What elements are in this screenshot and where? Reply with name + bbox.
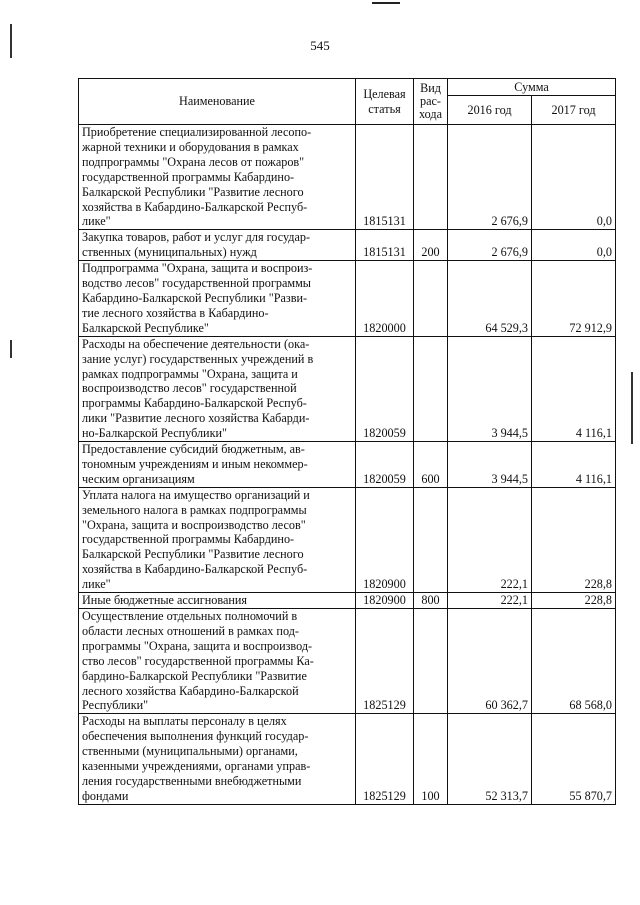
row-2016: 3 944,5 <box>448 442 532 488</box>
row-vid <box>414 487 448 592</box>
row-code: 1820059 <box>356 336 414 441</box>
row-2016: 3 944,5 <box>448 336 532 441</box>
row-code: 1820900 <box>356 593 414 609</box>
row-vid: 100 <box>414 714 448 804</box>
table-row <box>79 593 616 609</box>
row-vid: 800 <box>414 593 448 609</box>
table-row <box>79 487 616 592</box>
row-code: 1825129 <box>356 714 414 804</box>
row-2017: 0,0 <box>532 125 616 230</box>
row-code: 1820000 <box>356 261 414 337</box>
budget-table <box>78 78 616 805</box>
row-2017: 0,0 <box>532 230 616 261</box>
row-code: 1820900 <box>356 487 414 592</box>
header-vid: Вид рас- хода <box>414 79 448 125</box>
row-name: Расходы на выплаты персоналу в целях обеспечения выполнения функций государ- ственными (муниципальными) органами, казенными учреждениями, органами управ- ления государственными внебюджетными фондами <box>79 714 356 804</box>
table-row <box>79 230 616 261</box>
row-vid <box>414 609 448 714</box>
row-2016: 2 676,9 <box>448 125 532 230</box>
row-vid <box>414 125 448 230</box>
header-year-2016: 2016 год <box>448 96 532 125</box>
row-2017: 228,8 <box>532 593 616 609</box>
row-2017: 55 870,7 <box>532 714 616 804</box>
scan-mark-top <box>372 2 400 4</box>
row-name: Расходы на обеспечение деятельности (ока- зание услуг) государственных учреждений в рамках подпрограммы "Охрана, защита и воспроизводство лесов" государственной программы Кабардино-Балкарской Респуб- лики "Развитие лесного хозяйства Кабарди- но-Балкарской Республики" <box>79 336 356 441</box>
row-name: Приобретение специализированной лесопо- жарной техники и оборудования в рамках подпрограммы "Охрана лесов от пожаров" государственной программы Кабардино- Балкарской Республики "Развитие лесного хозяйства в Кабардино-Балкарской Респуб- лике" <box>79 125 356 230</box>
row-2016: 64 529,3 <box>448 261 532 337</box>
table-row <box>79 125 616 230</box>
row-code: 1815131 <box>356 125 414 230</box>
row-2017: 72 912,9 <box>532 261 616 337</box>
row-2016: 222,1 <box>448 487 532 592</box>
scan-mark-left-2 <box>10 340 12 358</box>
table-row <box>79 336 616 441</box>
row-2017: 4 116,1 <box>532 442 616 488</box>
row-name: Подпрограмма "Охрана, защита и воспроиз- водство лесов" государственной программы Кабардино-Балкарской Республики "Разви- тие лесного хозяйства в Кабардино- Балкарской Республике" <box>79 261 356 337</box>
row-code: 1820059 <box>356 442 414 488</box>
row-2017: 68 568,0 <box>532 609 616 714</box>
row-name: Уплата налога на имущество организаций и земельного налога в рамках подпрограммы "Охрана, защита и воспроизводство лесов" государственной программы Кабардино- Балкарской Республики "Развитие лесного хозяйства в Кабардино-Балкарской Респуб- лике" <box>79 487 356 592</box>
page-number: 545 <box>310 38 330 53</box>
row-name: Осуществление отдельных полномочий в области лесных отношений в рамках под- программы "Охрана, защита и воспроизвод- ство лесов" государственной программы Ка- бардино-Балкарской Республики "Развитие лесного хозяйства Кабардино-Балкарской Республики" <box>79 609 356 714</box>
table-row <box>79 714 616 804</box>
row-2016: 52 313,7 <box>448 714 532 804</box>
row-vid: 200 <box>414 230 448 261</box>
header-code: Целевая статья <box>356 79 414 125</box>
header-sum: Сумма <box>448 79 616 96</box>
header-year-2017: 2017 год <box>532 96 616 125</box>
row-2017: 4 116,1 <box>532 336 616 441</box>
row-2016: 2 676,9 <box>448 230 532 261</box>
row-code: 1815131 <box>356 230 414 261</box>
table-row <box>79 261 616 337</box>
row-name: Закупка товаров, работ и услуг для государ- ственных (муниципальных) нужд <box>79 230 356 261</box>
row-2016: 60 362,7 <box>448 609 532 714</box>
table-row <box>79 609 616 714</box>
table-row <box>79 442 616 488</box>
row-2017: 228,8 <box>532 487 616 592</box>
row-2016: 222,1 <box>448 593 532 609</box>
row-vid: 600 <box>414 442 448 488</box>
row-vid <box>414 336 448 441</box>
row-code: 1825129 <box>356 609 414 714</box>
scan-mark-right <box>631 372 633 444</box>
row-vid <box>414 261 448 337</box>
row-name: Предоставление субсидий бюджетным, ав- тономным учреждениям и иным некоммер- ческим организациям <box>79 442 356 488</box>
header-name: Наименование <box>79 79 356 125</box>
row-name: Иные бюджетные ассигнования <box>79 593 356 609</box>
